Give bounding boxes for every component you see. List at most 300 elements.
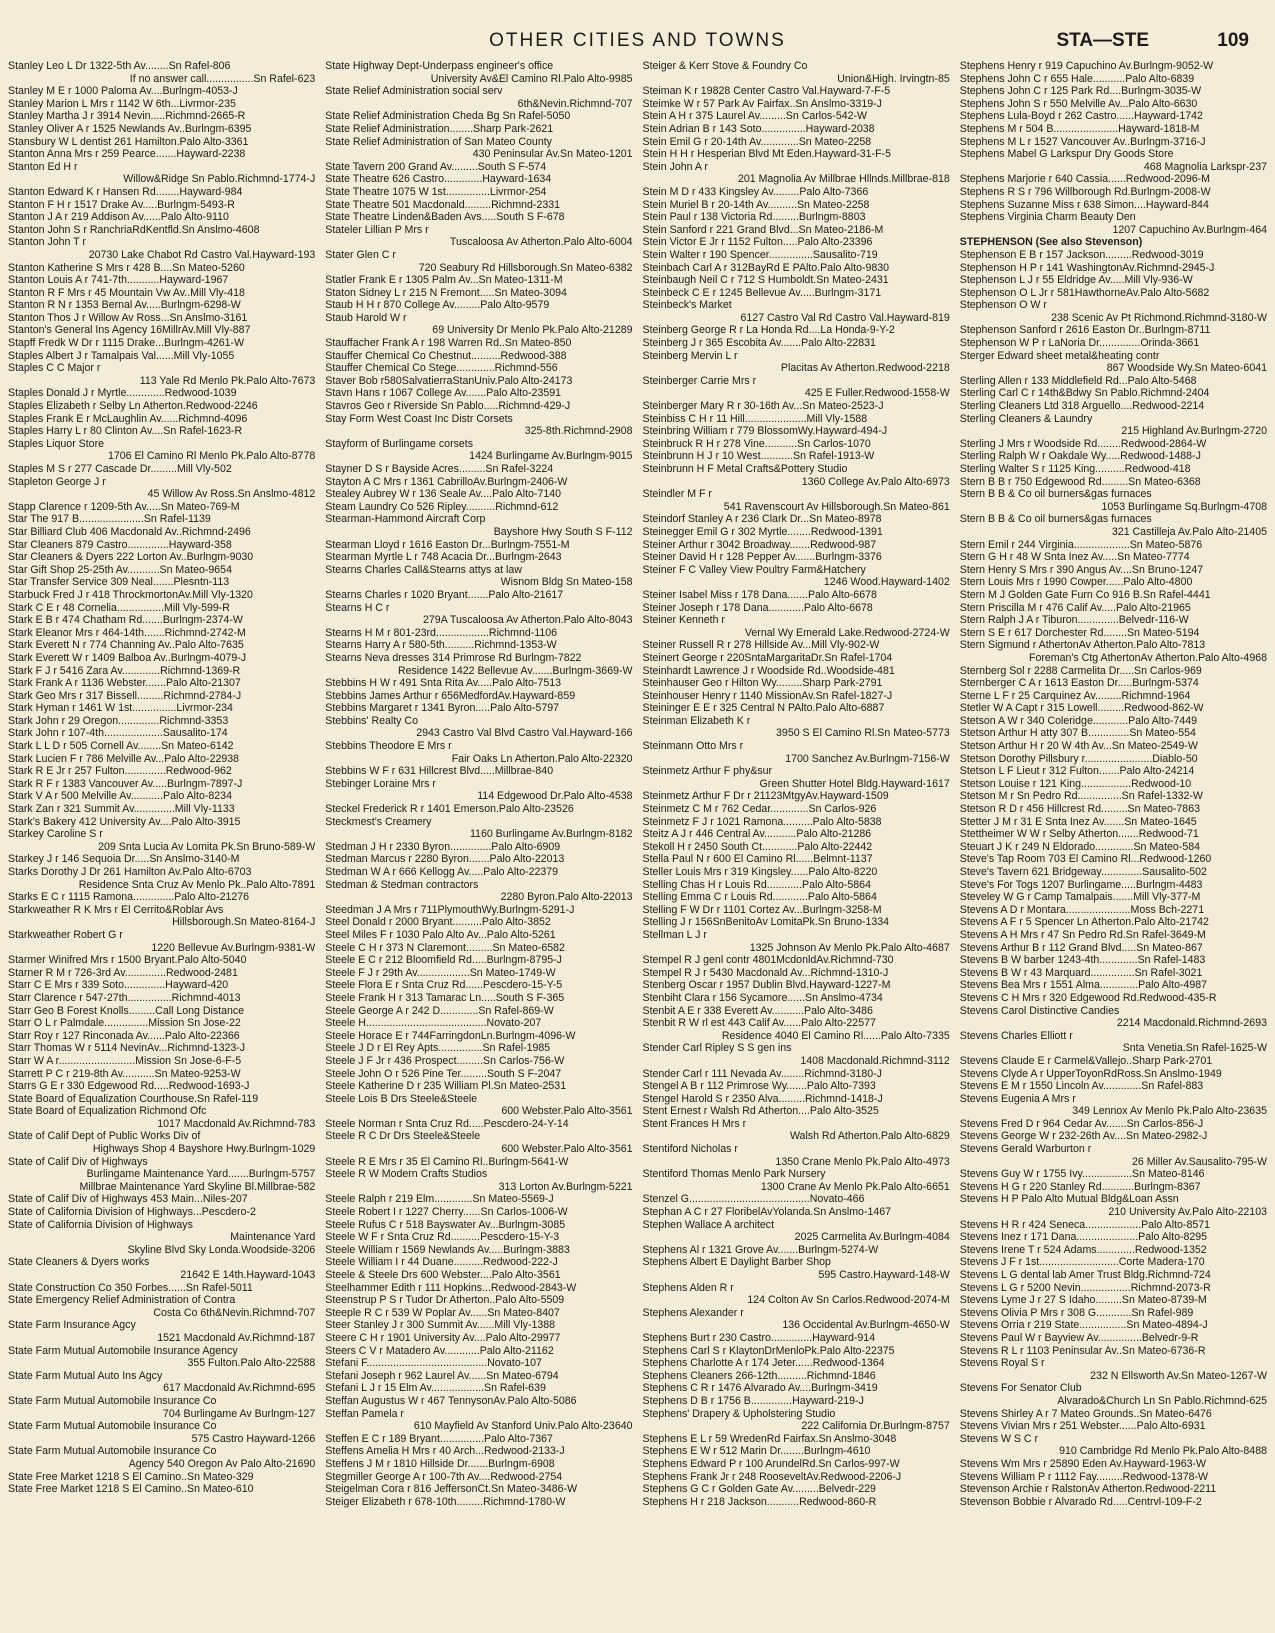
- listing-entry: Stekoll H r 2450 South Ct............Palo Alto-22442: [642, 840, 873, 853]
- listing-entry: Steiner Russell R r 278 Hillside Av...Mill Vly-902-W: [642, 639, 880, 652]
- listing-entry: Stetson A W r 340 Coleridge............Palo Alto-7449: [959, 714, 1198, 727]
- listing-entry: Steers C V r Matadero Av............Palo Alto-21162: [325, 1344, 554, 1357]
- listing-entry: Stent Ernest r Walsh Rd Atherton....Palo Alto-3525: [642, 1105, 879, 1118]
- listing-entry: Stayform of Burlingame corsets: [325, 437, 474, 450]
- listing-entry: State of California Division of Highways...Pescdero-2: [8, 1206, 256, 1219]
- listing-entry: Steiner Arthur r 3042 Broadway.......Redwood-987: [642, 538, 877, 551]
- listing-entry: Stapleton George J r: [8, 475, 106, 488]
- listing-entry: Sterling Carl C r 14th&Bdwy Sn Pablo.Richmnd-2404: [959, 387, 1210, 400]
- listing-entry: Stearman Myrtle L r 748 Acacia Dr...Burlngm-2643: [325, 551, 562, 564]
- listing-entry: Stateler Lillian P Mrs r: [325, 223, 429, 236]
- listing-entry: Starr Geo B Forest Knolls.........Call Long Distance: [8, 1004, 245, 1017]
- listing-entry: STEPHENSON (See also Stevenson): [959, 236, 1143, 249]
- listing-entry: Stearns Charles r 1020 Bryant.......Palo Alto-21617: [325, 588, 564, 601]
- listing-entry: Stephens C R r 1476 Alvarado Av....Burlngm-3419: [642, 1382, 878, 1395]
- listing-entry: Stetson Arthur H r 20 W 4th Av...Sn Mateo-2549-W: [959, 740, 1198, 753]
- listing-entry: 1408 Macdonald.Richmnd-3112: [800, 1054, 950, 1067]
- listing-entry: Stephenson O W r: [959, 299, 1047, 312]
- listing-entry: Stearns H C r: [325, 601, 390, 614]
- listing-entry: Stetson R D r 456 Hillcrest Rd.........Sn Mateo-7863: [959, 803, 1200, 816]
- listing-entry: Star Gift Shop 25-25th Av...........Sn Mateo-9654: [8, 563, 232, 576]
- listing-entry: 720 Seabury Rd Hillsborough.Sn Mateo-6382: [418, 261, 633, 274]
- listing-entry: Stephens Lula-Boyd r 262 Castro......Hayward-1742: [959, 110, 1203, 123]
- listing-entry: Stanton R N r 1353 Bernal Av.....Burlngm-6298-W: [8, 299, 241, 312]
- listing-entry: 1700 Sanchez Av.Burlngm-7156-W: [785, 752, 950, 765]
- listing-entry: State Relief Administration of San Mateo County: [325, 135, 552, 148]
- listing-entry: Stephens E L r 59 WredenRd Fairfax.Sn Anslmo-3048: [642, 1432, 897, 1445]
- listing-entry: Stephens E W r 512 Marin Dr........Burlngm-4610: [642, 1445, 871, 1458]
- listing-entry: Sterling Ralph W r Oakdale Wy.....Redwood-1488-J: [959, 450, 1201, 463]
- listing-entry: 321 Castilleja Av.Palo Alto-21405: [1111, 525, 1267, 538]
- listing-entry: 232 N Ellsworth Av.Sn Mateo-1267-W: [1090, 1369, 1267, 1382]
- listing-entry: Stelling J r 156SnBenitoAv LomitaPk.Sn Bruno-1334: [642, 916, 890, 929]
- listing-entry: 3950 S El Camino Rl.Sn Mateo-5773: [776, 727, 950, 740]
- listing-entry: Stein Walter r 190 Spencer...............Sausalito-719: [642, 248, 878, 261]
- listing-entry: Steinmann Otto Mrs r: [642, 740, 744, 753]
- listing-entry: State of Calif Div of Highways: [8, 1155, 148, 1168]
- listing-entry: Sterling J Mrs r Woodside Rd........Redwood-2864-W: [959, 437, 1207, 450]
- listing-entry: 238 Scenic Av Pt Richmond.Richmnd-3180-W: [1051, 311, 1267, 324]
- listing-entry: Steinmetz F J r 1021 Ramona..........Palo Alto-5838: [642, 815, 882, 828]
- listing-entry: Steele H.........................................Novato-207: [325, 1017, 542, 1030]
- listing-entry: Staples Albert J r Tamalpais Val......Mill Vly-1055: [8, 349, 235, 362]
- listing-entry: Stevens Shirley A r 7 Mateo Grounds..Sn Mateo-6476: [959, 1407, 1212, 1420]
- listing-entry: Stephen Wallace A architect: [642, 1218, 775, 1231]
- listing-entry: Stelling F W Dr r 1101 Cortez Av...Burlngm-3258-M: [642, 903, 882, 916]
- listing-entry: Stanton's General Ins Agency 16MillrAv.Mill Vly-887: [8, 324, 251, 337]
- listing-entry: Statler Frank E r 1305 Palm Av...Sn Mateo-1311-M: [325, 274, 563, 287]
- listing-entry: Stanley Marion L Mrs r 1142 W 6th...Livrmor-235: [8, 97, 236, 110]
- listing-entry: 2943 Castro Val Blvd Castro Val.Hayward-166: [416, 727, 633, 740]
- listing-entry: Stein Muriel B r 20-14th Av..........Sn Mateo-2258: [642, 198, 870, 211]
- listing-entry: Stauffer Chemical Co Chestnut..........Redwood-388: [325, 349, 567, 362]
- listing-entry: Starner R M r 726-3rd Av..............Redwood-2481: [8, 966, 238, 979]
- listing-entry: Stephens M r 504 B......................Hayward-1818-M: [959, 122, 1200, 135]
- listing-entry: Staver Bob r580SalvatierraStanUniv.Palo Alto-24173: [325, 374, 573, 387]
- listing-entry: Snta Venetia.Sn Rafel-1625-W: [1122, 1042, 1267, 1055]
- listing-entry: Stark Everett N r 774 Channing Av..Palo Alto-7635: [8, 639, 244, 652]
- listing-entry: Skyline Blvd Sky Londa.Woodside-3206: [127, 1243, 316, 1256]
- listing-entry: Stanton Katherine S Mrs r 428 B....Sn Mateo-5260: [8, 261, 245, 274]
- listing-entry: Stephens John C r 655 Hale...........Palo Alto-6839: [959, 72, 1195, 85]
- listing-entry: State Farm Mutual Auto Ins Agcy: [8, 1369, 163, 1382]
- listing-entry: Steele Lois B Drs Steele&Steele: [325, 1092, 478, 1105]
- listing-entry: Stevens B W r 43 Marquard...............Sn Rafel-3021: [959, 966, 1203, 979]
- listing-entry: Stark R E Jr r 257 Fulton..............Redwood-962: [8, 765, 232, 778]
- listing-entry: Steller Louis Mrs r 319 Kingsley......Palo Alto-8220: [642, 866, 878, 878]
- listing-entry: 1350 Crane Menlo Pk.Palo Alto-4973: [775, 1155, 950, 1168]
- listing-entry: Maintenance Yard: [230, 1231, 316, 1244]
- listing-entry: Stevens Paul W r Bayview Av...............Belvedr-9-R: [959, 1331, 1199, 1344]
- listing-entry: Stein Emil G r 20-14th Av.............Sn Mateo-2258: [642, 135, 872, 148]
- listing-entry: 704 Burlingame Av Burlngm-127: [162, 1407, 316, 1420]
- listing-entry: 222 California Dr.Burlngm-8757: [801, 1420, 950, 1433]
- listing-entry: Star Cleaners 879 Castro..............Hayward-358: [8, 538, 232, 551]
- section-title: OTHER CITIES AND TOWNS: [489, 30, 786, 51]
- listing-entry: State Farm Mutual Automobile Insurance Co: [8, 1420, 217, 1433]
- listing-entry: Stevens L G dental lab Amer Trust Bldg.Richmnd-724: [959, 1269, 1211, 1281]
- listing-entry: 1706 El Camino Rl Menlo Pk.Palo Alto-8778: [107, 450, 316, 463]
- listing-entry: Steele Katherine D r 235 William Pl.Sn Mateo-2531: [325, 1080, 567, 1093]
- listing-entry: Steedman J A Mrs r 711PlymouthWy.Burlngm-5291-J: [325, 903, 575, 916]
- listing-entry: Stern S E r 617 Dorchester Rd........Sn Mateo-5194: [959, 626, 1200, 639]
- listing-entry: Star Billiard Club 406 Macdonald Av..Richmnd-2496: [8, 525, 251, 538]
- listing-entry: Stephenson E B r 157 Jackson.........Redwood-3019: [959, 248, 1204, 261]
- listing-entry: Stetler W A Capt r 315 Lowell.........Redwood-862-W: [959, 702, 1204, 715]
- listing-entry: Stevens Wm Mrs r 25890 Eden Av.Hayward-1963-W: [959, 1457, 1207, 1470]
- listing-entry: Steinberg J r 365 Escobita Av.......Palo Alto-22831: [642, 337, 876, 350]
- listing-entry: Green Shutter Hotel Bldg.Hayward-1617: [759, 777, 950, 790]
- listing-entry: 6127 Castro Val Rd Castro Val.Hayward-819: [740, 311, 950, 324]
- listing-entry: Starkey Caroline S r: [8, 828, 103, 841]
- listing-entry: 1521 Macdonald Av.Richmnd-187: [157, 1331, 316, 1344]
- listing-entry: Sternberger C A r 1613 Easton Dr.....Burlngm-5374: [959, 677, 1199, 690]
- listing-entry: 69 University Dr Menlo Pk.Palo Alto-21289: [432, 324, 633, 337]
- listing-entry: Stanton J A r 219 Addison Av......Palo Alto-9110: [8, 211, 229, 224]
- listing-entry: Steinberg George R r La Honda Rd....La Honda-9-Y-2: [642, 324, 895, 337]
- listing-entry: Steele C H r 373 N Claremont.........Sn Mateo-6582: [325, 941, 565, 954]
- listing-entry: Steimke W r 57 Park Av Fairfax..Sn Anslmo-3319-J: [642, 97, 882, 110]
- listing-entry: Steel Miles F r 1030 Palo Alto Av...Palo Alto-5261: [325, 928, 556, 941]
- listing-entry: Stevens R L r 1103 Peninsular Av..Sn Mateo-6736-R: [959, 1344, 1206, 1357]
- listing-entry: 21642 E 14th.Hayward-1043: [180, 1269, 316, 1281]
- listing-entry: University Av&El Camino Rl.Palo Alto-9985: [430, 72, 633, 85]
- listing-entry: 867 Woodside Wy.Sn Mateo-6041: [1106, 362, 1267, 375]
- listing-entry: Sterling Walter S r 1125 King..........Redwood-418: [959, 463, 1191, 475]
- listing-entry: Stanton Anna Mrs r 259 Pearce.......Hayward-2238: [8, 148, 246, 161]
- listing-entry: Steiner Isabel Miss r 178 Dana.......Palo Alto-6678: [642, 588, 877, 601]
- listing-entry: Starkweather Robert G r: [8, 928, 123, 941]
- listing-entry: Starrs G E r 330 Edgewood Rd.....Redwood-1693-J: [8, 1080, 250, 1093]
- listing-entry: Stevens H G r 220 Stanley Rd...........Burlngm-8367: [959, 1180, 1201, 1193]
- listing-entry: Steinbiss C H r 11 Hill.....................Mill Vly-1588: [642, 412, 868, 425]
- listing-entry: Star Transfer Service 309 Neal.......Plesntn-113: [8, 576, 230, 589]
- listing-columns: [8, 60, 1267, 1508]
- listing-entry: Stark Lucien F r 786 Melville Av...Palo Alto-22938: [8, 752, 240, 765]
- listing-entry: Stanley M E r 1000 Paloma Av....Burlngm-4053-J: [8, 85, 238, 98]
- listing-entry: Stephens M L r 1527 Vancouver Av..Burlngm-3716-J: [959, 135, 1206, 148]
- listing-entry: Steveley W G r Camp Tamalpais.......Mill Vly-377-M: [959, 891, 1201, 904]
- listing-entry: Stark C E r 48 Cornelia................Mill Vly-599-R: [8, 601, 230, 614]
- listing-entry: Steel Donald r 2000 Bryant..........Palo Alto-3852: [325, 916, 551, 929]
- listing-entry: Walsh Rd Atherton.Palo Alto-6829: [789, 1130, 950, 1143]
- listing-entry: Sterger Edward sheet metal&heating contr: [959, 349, 1160, 362]
- listing-entry: 541 Ravenscourt Av Hillsborough.Sn Mateo-861: [723, 500, 950, 513]
- listing-entry: Stealey Aubrey W r 136 Seale Av....Palo Alto-7140: [325, 488, 562, 501]
- listing-entry: Steele R W Modern Crafts Studios: [325, 1168, 488, 1181]
- listing-entry: 1325 Johnson Av Menlo Pk.Palo Alto-4687: [749, 941, 950, 954]
- listing-entry: Steele Flora E r Snta Cruz Rd......Pescdero-15-Y-5: [325, 979, 563, 992]
- listing-entry: Stevens C H Mrs r 320 Edgewood Rd.Redwood-435-R: [959, 991, 1217, 1004]
- listing-entry: Steinert George r 220SntaMargaritaDr.Sn Rafel-1704: [642, 651, 893, 664]
- listing-entry: Stevenson Archie r RalstonAv Atherton.Redwood-2211: [959, 1483, 1217, 1496]
- listing-entry: Steele Norman r Snta Cruz Rd.....Pescdero-24-Y-14: [325, 1117, 569, 1130]
- listing-entry: Steiner F C Valley View Poultry Farm&Hatchery: [642, 563, 866, 576]
- listing-entry: State Emergency Relief Administration of Contra: [8, 1294, 236, 1307]
- listing-entry: Stevens Royal S r: [959, 1357, 1045, 1370]
- listing-entry: Steinmetz C M r 762 Cedar.............Sn Carlos-926: [642, 803, 877, 816]
- listing-entry: Stenzel G.........................................Novato-466: [642, 1193, 865, 1206]
- listing-entry: 210 University Av.Palo Alto-22103: [1108, 1206, 1267, 1219]
- listing-entry: Stevens Olivia P Mrs r 308 G............Sn Rafel-989: [959, 1306, 1194, 1319]
- listing-entry: State of California Division of Highways: [8, 1218, 193, 1231]
- listing-entry: 1207 Capuchino Av.Burlngm-464: [1112, 223, 1267, 236]
- listing-entry: Steele R E Mrs r 35 El Camino Rl..Burlngm-5641-W: [325, 1155, 569, 1168]
- listing-entry: State Board of Equalization Richmond Ofc: [8, 1105, 207, 1118]
- listing-entry: Stanton John T r: [8, 236, 86, 249]
- listing-entry: 201 Magnolia Av Millbrae Hllnds.Millbrae-818: [737, 173, 950, 186]
- listing-entry: Stanley Martha J r 3914 Nevin.....Richmnd-2665-R: [8, 110, 246, 123]
- listing-entry: 595 Castro.Hayward-148-W: [818, 1269, 950, 1281]
- listing-entry: 600 Webster.Palo Alto-3561: [501, 1143, 633, 1156]
- listing-entry: State Tavern 200 Grand Av.........South S F-574: [325, 160, 547, 173]
- listing-entry: Steuart J K r 249 N Eldorado.............Sn Mateo-584: [959, 840, 1200, 853]
- listing-entry: Steinbrunn H J r 10 West...........Sn Rafel-1913-W: [642, 450, 875, 463]
- listing-entry: 6th&Nevin.Richmnd-707: [517, 97, 633, 110]
- listing-entry: Stevens Lyme J r 27 S Idaho.........Sn Mateo-8739-M: [959, 1294, 1207, 1307]
- listing-entry: Stebbins Theodore E Mrs r: [325, 740, 452, 753]
- listing-entry: Stevens Bea Mrs r 1551 Alma.............Palo Alto-4987: [959, 979, 1208, 992]
- listing-entry: 355 Fulton.Palo Alto-22588: [187, 1357, 316, 1370]
- listing-entry: Stein H H r Hesperian Blvd Mt Eden.Hayward-31-F-5: [642, 148, 891, 161]
- listing-entry: State Theatre 501 Macdonald.........Richmnd-2331: [325, 198, 561, 211]
- listing-entry: Staton Sidney L r 215 N Fremont.....Sn Mateo-3094: [325, 286, 567, 299]
- listing-entry: Fair Oaks Ln Atherton.Palo Alto-22320: [451, 752, 633, 765]
- listing-entry: Stark Zan r 321 Summit Av..............Mill Vly-1133: [8, 803, 235, 816]
- listing-entry: Steele William I r 44 Duane..........Redwood-222-J: [325, 1256, 558, 1269]
- listing-entry: Steinbeck's Market: [642, 299, 732, 312]
- listing-entry: Starrett P C r 219-8th Av...........Sn Mateo-9253-W: [8, 1067, 241, 1080]
- listing-entry: Stegmiller George A r 100-7th Av....Redwood-2754: [325, 1470, 563, 1483]
- listing-entry: Stark's Bakery 412 University Av....Palo Alto-3915: [8, 815, 241, 828]
- listing-entry: Stevens Vivian Mrs r 251 Webster......Palo Alto-6931: [959, 1420, 1206, 1433]
- listing-entry: Stevens Irene T r 524 Adams.............Redwood-1352: [959, 1243, 1207, 1256]
- listing-entry: Stedman J H r 2330 Byron..............Palo Alto-6909: [325, 840, 561, 853]
- listing-entry: Stelling Emma C r Louis Rd............Palo Alto-5864: [642, 891, 877, 904]
- listing-entry: Stephenson Sanford r 2616 Easton Dr..Burlngm-8711: [959, 324, 1211, 337]
- listing-entry: Sterling Cleaners Ltd 318 Arguello....Redwood-2214: [959, 400, 1205, 413]
- listing-entry: Stanton John S r RanchriaRdKentfld.Sn Anslmo-4608: [8, 223, 260, 236]
- listing-entry: Stevens Fred D r 964 Cedar Av.......Sn Carlos-856-J: [959, 1117, 1204, 1130]
- listing-entry: Steenstrup P S r Tudor Dr Atherton..Palo Alto-5509: [325, 1294, 565, 1307]
- listing-entry: Stephenson L J r 55 Eldridge Av.....Mill Vly-936-W: [959, 274, 1193, 287]
- listing-entry: Stevens B W barber 1243-4th.............Sn Rafel-1483: [959, 954, 1206, 967]
- listing-entry: Stern Henry S Mrs r 390 Angus Av....Sn Bruno-1247: [959, 563, 1204, 576]
- listing-entry: Stauffacher Frank A r 198 Warren Rd..Sn Mateo-850: [325, 337, 572, 350]
- listing-entry: Stempel R J r 5430 Macdonald Av...Richmnd-1310-J: [642, 966, 889, 979]
- listing-entry: Stein John A r: [642, 160, 708, 173]
- listing-entry: Steinbaugh Neil C r 712 S Humboldt.Sn Mateo-2431: [642, 274, 889, 287]
- listing-entry: Steinberger Carrie Mrs r: [642, 374, 757, 387]
- listing-entry: Steckel Frederick R r 1401 Emerson.Palo Alto-23526: [325, 803, 574, 816]
- listing-entry: Stetson L F Lieut r 312 Fulton.......Palo Alto-24214: [959, 765, 1195, 778]
- listing-entry: Stevens Gerald Warburton r: [959, 1143, 1092, 1156]
- listing-entry: Stellman L J r: [642, 928, 707, 941]
- listing-entry: Stetson Arthur H atty 307 B..............Sn Mateo-554: [959, 727, 1196, 740]
- listing-entry: Stavn Hans r 1067 College Av.......Palo Alto-23591: [325, 387, 562, 400]
- listing-entry: Vernal Wy Emerald Lake.Redwood-2724-W: [744, 626, 950, 639]
- listing-entry: Steinbeck C E r 1245 Bellevue Av.....Burlngm-3171: [642, 286, 882, 299]
- listing-entry: 2025 Carmelita Av.Burlngm-4084: [794, 1231, 950, 1244]
- listing-entry: Alvarado&Church Ln Sn Pablo.Richmnd-625: [1057, 1394, 1267, 1407]
- listing-entry: Steeple R C r 539 W Poplar Av......Sn Mateo-8407: [325, 1306, 560, 1319]
- listing-entry: Stent Frances H Mrs r: [642, 1117, 747, 1130]
- listing-entry: Stevenson Bobbie r Alvarado Rd.....Centrvl-109-F-2: [959, 1495, 1202, 1508]
- listing-entry: Stevens Arthur B r 112 Grand Blvd.....Sn Mateo-867: [959, 941, 1203, 954]
- alpha-range: STA—STE: [1056, 30, 1149, 51]
- listing-entry: Starr Clarence r 547-27th...............Richmnd-4013: [8, 991, 241, 1004]
- listing-entry: Steve's For Togs 1207 Burlingame.....Burlngm-4483: [959, 878, 1203, 891]
- listing-entry: Steve's Tavern 621 Bridgeway..............Sausalito-502: [959, 866, 1207, 878]
- listing-entry: Steele William r 1569 Newlands Av.....Burlngm-3883: [325, 1243, 570, 1256]
- listing-entry: Stephens' Drapery & Upholstering Studio: [642, 1407, 836, 1420]
- listing-entry: Star The 917 B......................Sn Rafel-1139: [8, 513, 211, 526]
- listing-entry: Steckmest's Creamery: [325, 815, 432, 828]
- listing-entry: State Cleaners & Dyers works: [8, 1256, 150, 1269]
- listing-entry: Stephenson O L Jr r 581HawthorneAv.Palo Alto-5682: [959, 286, 1210, 299]
- listing-entry: Stevens William P r 1112 Fay.........Redwood-1378-W: [959, 1470, 1209, 1483]
- listing-entry: Stevens E M r 1550 Lincoln Av.............Sn Rafel-883: [959, 1080, 1204, 1093]
- listing-entry: Starbuck Fred J r 418 ThrockmortonAv.Mill Vly-1320: [8, 588, 253, 601]
- listing-entry: 209 Snta Lucia Av Lomita Pk.Sn Bruno-589-W: [98, 840, 316, 853]
- listing-entry: Stater Glen C r: [325, 248, 396, 261]
- listing-entry: State Farm Mutual Automobile Insurance Co: [8, 1445, 217, 1458]
- listing-entry: 2214 Macdonald.Richmnd-2693: [1116, 1017, 1267, 1030]
- listing-entry: Stephens Marjorie r 640 Cassia......Redwood-2096-M: [959, 173, 1211, 186]
- listing-entry: Stern B B & Co oil burners&gas furnaces: [959, 513, 1152, 526]
- listing-entry: Stevens George W r 232-26th Av....Sn Mateo-2982-J: [959, 1130, 1208, 1143]
- listing-entry: Stevens A H Mrs r 47 Sn Pedro Rd.Sn Rafel-3649-M: [959, 928, 1206, 941]
- listing-entry: 575 Castro Hayward-1266: [191, 1432, 316, 1445]
- listing-entry: Stanton Louis A r 741-7th...........Hayward-1967: [8, 274, 229, 287]
- listing-entry: Stetson Louise r 121 King.................Redwood-10: [959, 777, 1192, 790]
- listing-entry: Stephens H r 218 Jackson...........Redwood-860-R: [642, 1495, 877, 1508]
- listing-entry: 1160 Burlingame Av.Burlngm-8182: [469, 828, 633, 841]
- listing-entry: State Theatre Linden&Baden Avs.....South S F-678: [325, 211, 565, 224]
- listing-entry: State Free Market 1218 S El Camino..Sn Mateo-329: [8, 1470, 254, 1483]
- listing-entry: Stanton R F Mrs r 45 Mountain Vw Av..Mill Vly-418: [8, 286, 245, 299]
- listing-entry: 430 Peninsular Av.Sn Mateo-1201: [472, 148, 633, 161]
- listing-entry: Stebinger Loraine Mrs r: [325, 777, 436, 790]
- listing-entry: Staples C C Major r: [8, 362, 101, 375]
- listing-entry: Residence Snta Cruz Av Menlo Pk..Palo Alto-7891: [78, 878, 316, 891]
- listing-entry: Stenberg Oscar r 1957 Dublin Blvd.Hayward-1227-M: [642, 979, 891, 992]
- listing-entry: Staples Liquor Store: [8, 437, 104, 450]
- listing-entry: 26 Miller Av.Sausalito-795-W: [1131, 1155, 1267, 1168]
- listing-entry: Stebbins H W r 491 Snta Rita Av.....Palo Alto-7513: [325, 677, 561, 690]
- listing-entry: Starr C E Mrs r 339 Soto..............Hayward-420: [8, 979, 229, 992]
- listing-entry: Steinbrunn H F Metal Crafts&Pottery Studio: [642, 463, 848, 475]
- listing-entry: Steele R C Dr Drs Steele&Steele: [325, 1130, 481, 1143]
- listing-entry: Stark Everett W r 1409 Balboa Av..Burlngm-4079-J: [8, 651, 247, 664]
- listing-entry: Stephens Virginia Charm Beauty Den: [959, 211, 1136, 224]
- listing-entry: Agency 540 Oregon Av Palo Alto-21690: [128, 1457, 316, 1470]
- listing-entry: Stevens H R r 424 Seneca...................Palo Alto-8571: [959, 1218, 1211, 1231]
- listing-entry: Stavros Geo r Riverside Sn Pablo.....Richmnd-429-J: [325, 400, 571, 413]
- listing-entry: Steffens Amelia H Mrs r 40 Arch...Redwood-2133-J: [325, 1445, 565, 1458]
- listing-entry: Stevens Orria r 219 State................Sn Mateo-4894-J: [959, 1319, 1208, 1332]
- listing-entry: State Board of Equalization Courthouse.Sn Rafel-119: [8, 1092, 259, 1105]
- listing-entry: Starkweather R K Mrs r El Cerrito&Roblar Avs: [8, 903, 224, 916]
- listing-entry: Stefani F.........................................Novato-107: [325, 1357, 542, 1370]
- listing-entry: Stauffer Chemical Co Stege.............Richmnd-556: [325, 362, 558, 375]
- listing-entry: Steele Horace E r 744FarringdonLn.Burlngm-4096-W: [325, 1029, 576, 1042]
- listing-entry: 1300 Crane Av Menlo Pk.Palo Alto-6651: [760, 1180, 950, 1193]
- listing-entry: Stanton F H r 1517 Drake Av.....Burlngm-5493-R: [8, 198, 235, 211]
- listing-entry: 2280 Byron.Palo Alto-22013: [500, 891, 633, 904]
- listing-entry: Steitz A J r 446 Central Av...........Palo Alto-21286: [642, 828, 872, 841]
- listing-entry: Steindler M F r: [642, 488, 712, 501]
- listing-entry: Stephens Alden R r: [642, 1281, 734, 1294]
- listing-entry: 313 Lorton Av.Burlngm-5221: [498, 1180, 633, 1193]
- column-4: [960, 60, 1267, 1508]
- listing-entry: Stern G H r 48 W Snta Inez Av.....Sn Mateo-7774: [959, 551, 1190, 564]
- listing-entry: Stevens Clyde A r UpperToyonRdRoss.Sn Anslmo-1949: [959, 1067, 1222, 1080]
- listing-entry: Steele Ralph r 219 Elm.............Sn Mateo-5569-J: [325, 1193, 554, 1206]
- listing-entry: 617 Macdonald Av.Richmnd-695: [163, 1382, 316, 1395]
- listing-entry: Starr O L r Palmdale...............Mission Sn Jose-22: [8, 1017, 241, 1030]
- listing-entry: Stephens Henry r 919 Capuchino Av.Burlngm-9052-W: [959, 60, 1214, 72]
- listing-entry: Stark R F r 1383 Vancouver Av.....Burlngm-7897-J: [8, 777, 243, 790]
- listing-entry: Stein Adrian B r 143 Soto...............Hayward-2038: [642, 122, 875, 135]
- listing-entry: Stearns Harry A r 580-5th..........Richmnd-1353-W: [325, 639, 557, 652]
- listing-entry: 113 Yale Rd Menlo Pk.Palo Alto-7673: [139, 374, 316, 387]
- listing-entry: Sterling Allen r 133 Middlefield Rd...Palo Alto-5468: [959, 374, 1197, 387]
- listing-entry: Stettheimer W W r Selby Atherton.......Redwood-71: [959, 828, 1199, 841]
- listing-entry: Stay Form West Coast Inc Distr Corsets: [325, 412, 513, 425]
- listing-entry: Stedman & Stedman contractors: [325, 878, 479, 891]
- listing-entry: Steele & Steele Drs 600 Webster....Palo Alto-3561: [325, 1269, 561, 1281]
- listing-entry: Stayton A C Mrs r 1361 CabrilloAv.Burlngm-2406-W: [325, 475, 568, 488]
- listing-entry: Stevens Guy W r 1755 Ivy.................Sn Mateo-8146: [959, 1168, 1205, 1181]
- listing-entry: 610 Mayfield Av Stanford Univ.Palo Alto-23640: [413, 1420, 633, 1433]
- listing-entry: Stark John r 107-4th....................Sausalito-174: [8, 727, 228, 740]
- listing-entry: Stephens D B r 1756 B..............Hayward-219-J: [642, 1394, 864, 1407]
- listing-entry: State Farm Mutual Automobile Insurance Agency: [8, 1344, 238, 1357]
- listing-entry: Steinhouser Henry r 1140 MissionAv.Sn Rafel-1827-J: [642, 689, 893, 702]
- listing-entry: 349 Lennox Av Menlo Pk.Palo Alto-23635: [1072, 1105, 1267, 1118]
- listing-entry: Stedman W A r 666 Kellogg Av.....Palo Alto-22379: [325, 866, 559, 878]
- listing-entry: Stengel A B r 112 Primrose Wy.......Palo Alto-7393: [642, 1080, 876, 1093]
- listing-entry: Stentiford Nicholas r: [642, 1143, 738, 1156]
- listing-entry: Star Cleaners & Dyers 222 Lorton Av..Burlngm-9030: [8, 551, 254, 564]
- listing-entry: Stayner D S r Bayside Acres.........Sn Rafel-3224: [325, 463, 554, 475]
- listing-entry: Stark L L D r 505 Cornell Av........Sn Mateo-6142: [8, 740, 234, 753]
- listing-entry: Wisnom Bldg Sn Mateo-158: [500, 576, 633, 589]
- listing-entry: Stetter J M r 31 E Snta Inez Av.......Sn Mateo-1645: [959, 815, 1197, 828]
- listing-entry: Stapp Clarence r 1209-5th Av.....Sn Mateo-769-M: [8, 500, 240, 513]
- listing-entry: Steinmetz Arthur F Dr r 21123MtgyAv.Hayward-1509: [642, 790, 889, 803]
- listing-entry: Residence 1422 Bellevue Av.......Burlngm-3669-W: [397, 664, 633, 677]
- listing-entry: Staples Donald J r Myrtle.............Redwood-1039: [8, 387, 237, 400]
- listing-entry: Steffan Augustus W r 467 TennysonAv.Palo Alto-5086: [325, 1394, 577, 1407]
- listing-entry: Stevens A F r 5 Spencer Ln Atherton.Palo Alto-21742: [959, 916, 1209, 929]
- listing-entry: State Relief Administration social serv: [325, 85, 503, 98]
- listing-entry: Stanton Edward K r Hansen Rd........Hayward-984: [8, 185, 243, 198]
- listing-entry: Stark Eleanor Mrs r 464-14th.......Richmnd-2742-M: [8, 626, 246, 639]
- listing-entry: Staples M S r 277 Cascade Dr.........Mill Vly-502: [8, 463, 232, 475]
- listing-entry: Staub H H r 870 College Av.........Palo Alto-9579: [325, 299, 550, 312]
- listing-entry: Stevens Charles Elliott r: [959, 1029, 1073, 1042]
- listing-entry: Highways Shop 4 Bayshore Hwy.Burlngm-1029: [92, 1143, 316, 1156]
- listing-entry: Stevens For Senator Club: [959, 1382, 1082, 1395]
- listing-entry: Stearman-Hammond Aircraft Corp: [325, 513, 486, 526]
- listing-entry: Steindorf Stanley A r 236 Clark Dr...Sn Mateo-8978: [642, 513, 882, 526]
- listing-entry: Stein A H r 375 Laurel Av.........Sn Carlos-542-W: [642, 110, 868, 123]
- column-2: [325, 60, 632, 1508]
- listing-entry: Stark F J r 5416 Zara Av.............Richmnd-1369-R: [8, 664, 241, 677]
- listing-entry: Stark Frank A r 1136 Webster.......Palo Alto-21307: [8, 677, 241, 690]
